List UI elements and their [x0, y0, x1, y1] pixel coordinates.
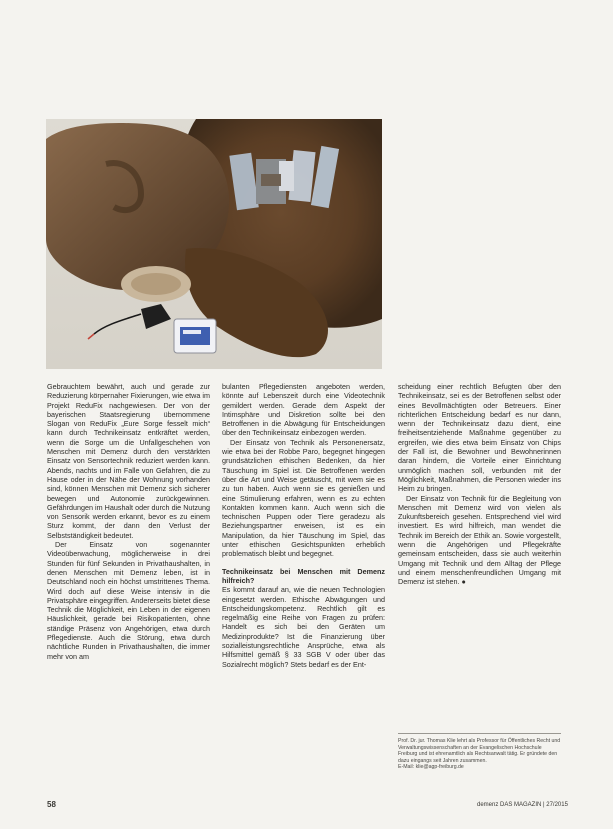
paragraph: Der Einsatz von Technik als Personenersatz, wie etwa bei der Robbe Paro, begegnet hingegen grundsätzlichen ethischen Bedenken, da hier Täuschung im Spiel ist. Die Betroffenen werden über die Art und Weise getäuscht, mit wem sie es zu tun haben. Auch wenn sie es genießen und eine Stimulierung erfahren, wenn es zu echten Kontakten kommen kann. Auch wenn sich die technischen Puppen oder Tiere geradezu als Beziehungspartner erweisen, ist es ein Manipulation, da hier Täuschung im Spiel, das unter ethischen Gesichtspunkten erheblich problematisch bleibt und begegnet.: [222, 437, 385, 559]
author-bio: Prof. Dr. jur. Thomas Klie lehrt als Professor für Öffentliches Recht und Verwaltungswissenschaften an der Evangelischen Hochschule Freiburg und ist ehrenamtlich als Rechtsanwalt tätig. Er gründete den dazu eingangs seit Jahren zusammen.: [398, 738, 561, 764]
paragraph: [398, 494, 561, 587]
paragraph: Es kommt darauf an, wie die neuen Technologien eingesetzt werden. Ethische Abwägungen und Entscheidungskompetenz. Rechtlich gilt es regelmäßig eine Reihe von Fragen zu prüfen: Handelt es sich bei den Geräten um Medizinprodukte? Ist die Finanzierung über sozialleistungsrechtliche Ansprüche, etwa als Hilfsmittel gemäß § 33 SGB V oder über das Sozialrecht möglich? Stets bedarf es der Ent-: [222, 585, 385, 669]
photo-teddy-bear-with-sensors: [46, 119, 382, 369]
paragraph: Der Einsatz von sogenannter Videoüberwachung, möglicherweise in drei Stunden für fünf Sekunden in Privathaushalten, in denen Menschen mit Demenz leben, ist in Deutschland noch ein höchst umstrittenes Thema. Wird doch auf diese Weise intensiv in die Privatsphäre eingegriffen. Andererseits bietet diese Technik die Möglichkeit, ein Leben in der eigenen Häuslichkeit, gerade bei Risikopatienten, ohne ständige Präsenz von Angehörigen, etwa durch Pflegedienste. Auch die Störung, etwa durch nächtliche Runden in Privathaushalten, die immer mehr von am: [47, 540, 210, 661]
column-2: [222, 382, 385, 669]
author-email: E-Mail: klie@agp-freiburg.de: [398, 764, 464, 771]
column-3: [398, 382, 561, 587]
column-1: [47, 382, 210, 661]
paragraph: bulanten Pflegediensten angeboten werden, könnte auf Lebenszeit durch eine Videotechnik gemildert werden. Gerade dem Aspekt der Intimsphäre und Diskretion sollte bei den Betroffenen in die Abwägung für Entscheidungen über den Technikeinsatz einbezogen werden.: [222, 382, 385, 438]
end-mark: ●: [461, 577, 466, 587]
footer-magazine-info: demenz DAS MAGAZIN | 27/2015: [477, 802, 568, 808]
author-footnote: [398, 733, 561, 771]
paragraph: scheidung einer rechtlich Befugten über den Technikeinsatz, sei es der Betroffenen selbst oder eines Bevollmächtigten oder Betreuers. Einer richterlichen Entscheidung bedarf es nur dann, wenn der Technikeinsatz dazu dient, eine freiheitsentziehende Maßnahme gegenüber zu ergreifen, wie dies etwa beim Einsatz von Chips der Fall ist, die Bewohner und Bewohnerinnen daran hindern, die Vorteile einer Einrichtung unmöglich machen soll, verbunden mit der Möglichkeit, Maßnahmen, die Personen wieder ins Heim zu bringen.: [398, 382, 561, 494]
paragraph-text: Der Einsatz von Technik für die Begleitung von Menschen mit Demenz wird von vielen als Zukunftsbereich gesehen. Entsprechend viel wird investiert. Es wird hilfreich, man wendet die Technik im Bereich der Ethik an. Sowie vorgestellt, wenn die Angehörigen und Pflegekräfte gemeinsam entscheiden, dass sie auch weiterhin Umgang mit Technik und dem Alltag der Pflege und einem menschenfreundlichen Umgang mit Demenz ist stehen.: [398, 493, 561, 587]
page-number: 58: [47, 800, 56, 809]
section-heading: Technikeinsatz bei Menschen mit Demenz hilfreich?: [222, 566, 385, 585]
paragraph: Gebrauchtem bewährt, auch und gerade zur Reduzierung körpernaher Fixierungen, wie etwa im Projekt ReduFix nachgewiesen. Der von der bayerischen Staatsregierung übernommene Slogan von ReduFix „Eure Sorge fesselt mich“ kann durch Technikeinsatz entkräftet werden, wenn die Sorge um die Unfallgeschehen von Menschen mit Demenz durch den verstärkten Einsatz von Sensortechnik reduziert werden kann. Abends, nachts und im Falle von Gefahren, die zu Hause oder in der Nähe der Wohnung vorhanden sind, können Menschen mit Demenz sich sicherer bewegen und Autonomie zurückgewinnen. Gefährdungen im Haushalt oder durch die Nutzung von Sensorik werden erkannt, bevor es zu einem Sturz kommt, der dann den Verlust der Selbstständigkeit bedeutet.: [47, 382, 210, 540]
